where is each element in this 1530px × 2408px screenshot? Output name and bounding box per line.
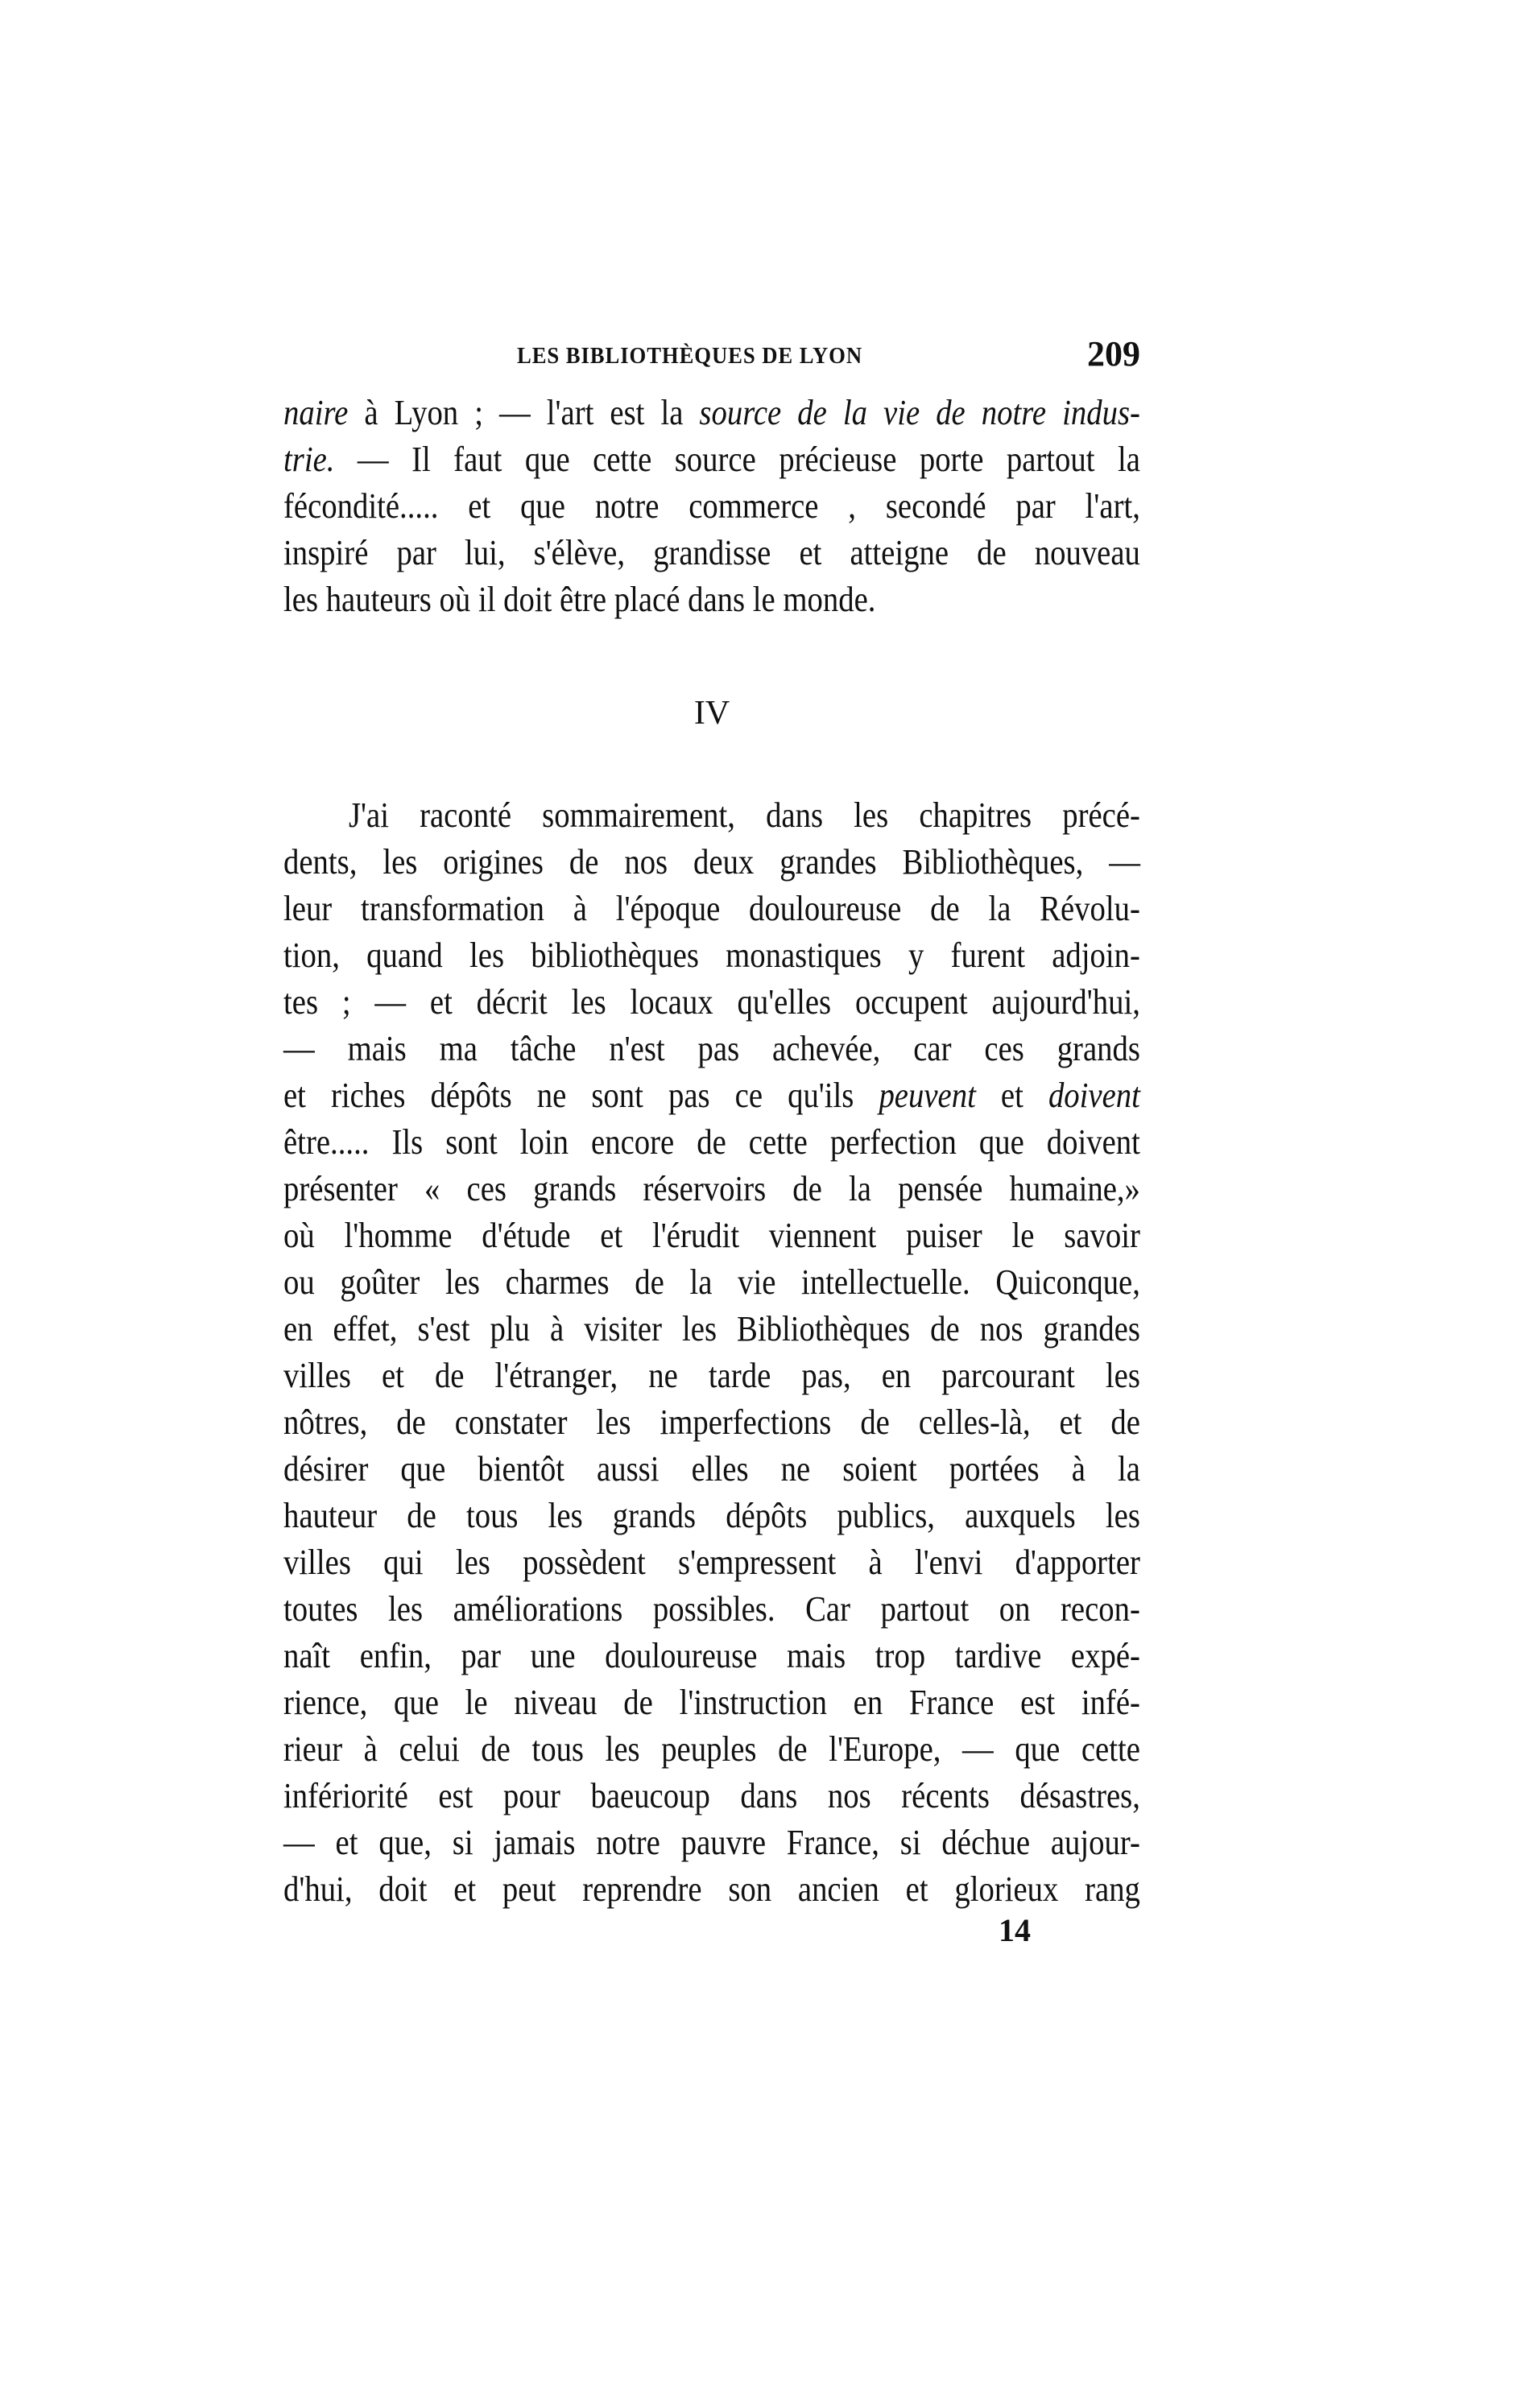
text: naît enfin, par une douloureuse mais trop tardive expé- xyxy=(283,1636,1140,1675)
text: en effet, s'est plu à visiter les Bibliothèques de nos grandes xyxy=(283,1309,1140,1349)
text-line xyxy=(283,1679,1140,1726)
text: d'hui, doit et peut reprendre son ancien et glorieux rang xyxy=(283,1869,1140,1909)
text: tes ; — et décrit les locaux qu'elles occupent aujourd'hui, xyxy=(283,982,1140,1022)
text: et xyxy=(975,1076,1048,1115)
text: présenter « ces grands réservoirs de la pensée humaine,» xyxy=(283,1169,1140,1208)
text-line xyxy=(283,1399,1140,1446)
paragraph-2 xyxy=(283,792,1140,1913)
text: les hauteurs où il doit être placé dans le monde. xyxy=(283,580,876,619)
text-line xyxy=(283,390,1140,436)
text-line xyxy=(283,1166,1140,1212)
text-line xyxy=(283,839,1140,886)
text-line xyxy=(283,530,1140,576)
signature-mark: 14 xyxy=(999,1912,1031,1948)
text-line xyxy=(283,483,1140,530)
italic-text: naire xyxy=(283,393,349,432)
text: hauteur de tous les grands dépôts publics, auxquels les xyxy=(283,1496,1140,1535)
text-line xyxy=(283,436,1140,483)
text: et riches dépôts ne sont pas ce qu'ils xyxy=(283,1076,879,1115)
text-line xyxy=(283,1259,1140,1306)
text-line xyxy=(283,1119,1140,1166)
italic-text: doivent xyxy=(1048,1076,1140,1115)
text: ou goûter les charmes de la vie intellectuelle. Quiconque, xyxy=(283,1262,1140,1302)
text-line xyxy=(283,886,1140,932)
text-line xyxy=(283,1633,1140,1679)
text: villes et de l'étranger, ne tarde pas, en parcourant les xyxy=(283,1356,1140,1395)
text: rience, que le niveau de l'instruction en France est infé- xyxy=(283,1683,1140,1722)
text-line xyxy=(283,1493,1140,1539)
text-line xyxy=(283,1446,1140,1493)
text-line xyxy=(283,1072,1140,1119)
text-line xyxy=(283,932,1140,979)
text: désirer que bientôt aussi elles ne soient portées à la xyxy=(283,1449,1140,1489)
text: nôtres, de constater les imperfections de celles-là, et de xyxy=(283,1402,1140,1442)
text-line xyxy=(283,792,1140,839)
running-title: LES BIBLIOTHÈQUES DE LYON xyxy=(517,343,863,369)
text: infériorité est pour baeucoup dans nos récents désastres, xyxy=(283,1776,1140,1815)
text-line xyxy=(283,1819,1140,1866)
text: villes qui les possèdent s'empressent à l'envi d'apporter xyxy=(283,1543,1140,1582)
text: — et que, si jamais notre pauvre France, si déchue aujour- xyxy=(283,1823,1140,1862)
text-line xyxy=(283,979,1140,1026)
page-number: 209 xyxy=(1087,334,1140,374)
text-line xyxy=(283,1353,1140,1399)
text-line xyxy=(283,1726,1140,1773)
text-line xyxy=(283,576,1140,623)
italic-text: trie. xyxy=(283,440,335,479)
text: tion, quand les bibliothèques monastiques y furent adjoin- xyxy=(283,936,1140,975)
text: dents, les origines de nos deux grandes Bibliothèques, — xyxy=(283,842,1140,882)
text: leur transformation à l'époque douloureuse de la Révolu- xyxy=(283,889,1140,928)
text-line xyxy=(283,1866,1140,1913)
text: inspiré par lui, s'élève, grandisse et atteigne de nouveau xyxy=(283,533,1140,572)
text-line xyxy=(283,1026,1140,1072)
text-line xyxy=(283,1212,1140,1259)
text-line xyxy=(283,1773,1140,1819)
italic-text: source de la vie de notre indus- xyxy=(699,393,1140,432)
text: — mais ma tâche n'est pas achevée, car ces grands xyxy=(283,1029,1140,1068)
text: J'ai raconté sommairement, dans les chapitres précé- xyxy=(348,795,1140,835)
italic-text: peuvent xyxy=(879,1076,976,1115)
paragraph-1 xyxy=(283,390,1140,623)
text: toutes les améliorations possibles. Car partout on recon- xyxy=(283,1589,1140,1629)
section-heading: IV xyxy=(693,695,730,732)
text-line xyxy=(283,1306,1140,1353)
text: fécondité..... et que notre commerce , secondé par l'art, xyxy=(283,486,1140,526)
text-line xyxy=(283,1539,1140,1586)
text: où l'homme d'étude et l'érudit viennent puiser le savoir xyxy=(283,1216,1140,1255)
text: rieur à celui de tous les peuples de l'Europe, — que cette xyxy=(283,1729,1140,1769)
text: à Lyon ; — l'art est la xyxy=(348,393,700,432)
text-line xyxy=(283,1586,1140,1633)
text: être..... Ils sont loin encore de cette perfection que doivent xyxy=(283,1122,1140,1162)
running-header xyxy=(283,334,1140,378)
text: — Il faut que cette source précieuse porte partout la xyxy=(334,440,1140,479)
